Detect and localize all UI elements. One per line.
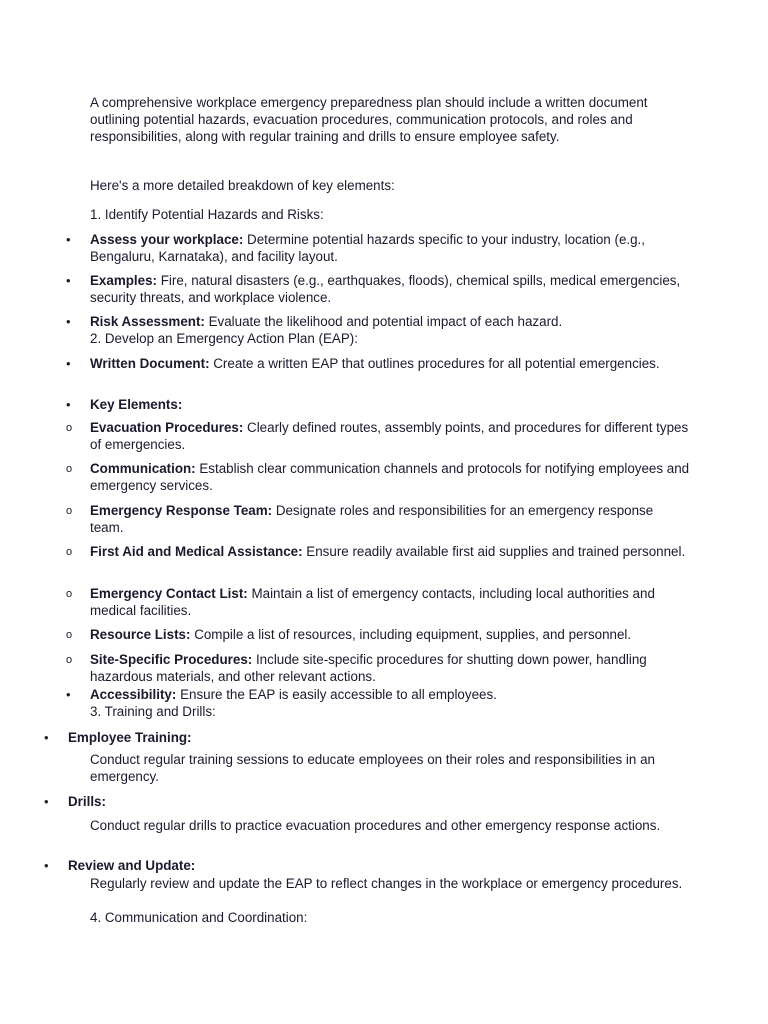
item-text: Compile a list of resources, including equipment, supplies, and personnel. — [190, 627, 632, 642]
list-item — [90, 231, 690, 265]
section-1-heading: 1. Identify Potential Hazards and Risks: — [90, 207, 324, 222]
item-label: Communication: — [90, 461, 196, 476]
list-item — [90, 313, 690, 330]
item-text: Determine potential hazards specific to your industry, location (e.g., Bengaluru, Karnataka), and facility layout. — [90, 232, 645, 264]
list-item-description: Conduct regular training sessions to educate employees on their roles and responsibilities in an emergency. — [90, 752, 655, 784]
sub-list-item — [90, 585, 690, 619]
item-label: Emergency Contact List: — [90, 586, 248, 601]
item-label: Accessibility: — [90, 687, 177, 702]
bullet-circle: o — [66, 546, 73, 558]
intro-paragraph: A comprehensive workplace emergency preparedness plan should include a written document outlining potential hazards, evacuation procedures, communication protocols, and roles and responsibilities, along with regular training and drills to ensure employee safety. — [90, 95, 648, 144]
sub-list-item — [90, 460, 690, 494]
list-item — [90, 396, 690, 413]
item-text: Designate roles and responsibilities for an emergency response team. — [90, 503, 654, 535]
section-3-heading: 3. Training and Drills: — [90, 704, 216, 719]
item-label: Emergency Response Team: — [90, 503, 273, 518]
sub-list-item — [90, 419, 690, 453]
list-item-label: Review and Update: — [68, 858, 196, 873]
item-label: Resource Lists: — [90, 627, 191, 642]
bullet-dot: • — [66, 314, 71, 329]
item-label: Key Elements: — [90, 397, 183, 412]
section-2-heading: 2. Develop an Emergency Action Plan (EAP): — [90, 331, 358, 346]
list-item-description: Regularly review and update the EAP to reflect changes in the workplace or emergency procedures. — [90, 876, 683, 891]
list-item-label: Drills: — [68, 794, 106, 809]
item-label: First Aid and Medical Assistance: — [90, 544, 303, 559]
item-text: Include site-specific procedures for shutting down power, handling hazardous materials, and other relevant actions. — [90, 652, 647, 684]
bullet-dot: • — [66, 687, 71, 702]
item-label: Examples: — [90, 273, 157, 288]
bullet-dot: • — [44, 858, 49, 873]
bullet-circle: o — [66, 463, 73, 475]
item-label: Evacuation Procedures: — [90, 420, 244, 435]
bullet-circle: o — [66, 505, 73, 517]
bullet-dot: • — [44, 794, 49, 809]
bullet-dot: • — [66, 397, 71, 412]
bullet-dot: • — [66, 273, 71, 288]
item-label: Risk Assessment: — [90, 314, 205, 329]
item-text: Establish clear communication channels and protocols for notifying employees and emergency services. — [90, 461, 690, 493]
bullet-circle: o — [66, 588, 73, 600]
item-label: Site-Specific Procedures: — [90, 652, 253, 667]
list-item — [90, 272, 690, 306]
list-item-description: Conduct regular drills to practice evacuation procedures and other emergency response actions. — [90, 818, 661, 833]
item-label: Written Document: — [90, 356, 210, 371]
sub-list-item — [90, 651, 690, 685]
section-4-heading: 4. Communication and Coordination: — [90, 910, 308, 925]
bullet-circle: o — [66, 654, 73, 666]
bullet-circle: o — [66, 422, 73, 434]
sub-list-item — [90, 543, 690, 560]
item-text: Ensure readily available first aid supplies and trained personnel. — [302, 544, 686, 559]
sub-list-item — [90, 626, 690, 643]
bullet-dot: • — [66, 232, 71, 247]
item-text: Clearly defined routes, assembly points, and procedures for different types of emergencies. — [90, 420, 689, 452]
item-label: Assess your workplace: — [90, 232, 244, 247]
item-text: Ensure the EAP is easily accessible to all employees. — [176, 687, 497, 702]
list-item — [90, 355, 690, 372]
list-item — [90, 686, 690, 703]
list-item-label: Employee Training: — [68, 730, 192, 745]
item-text: Create a written EAP that outlines procedures for all potential emergencies. — [209, 356, 660, 371]
sub-list-item — [90, 502, 690, 536]
item-text: Maintain a list of emergency contacts, including local authorities and medical facilities. — [90, 586, 655, 618]
item-text: Evaluate the likelihood and potential impact of each hazard. — [204, 314, 563, 329]
breakdown-heading: Here's a more detailed breakdown of key elements: — [90, 178, 395, 193]
bullet-dot: • — [66, 356, 71, 371]
bullet-dot: • — [44, 730, 49, 745]
bullet-circle: o — [66, 629, 73, 641]
item-text: Fire, natural disasters (e.g., earthquakes, floods), chemical spills, medical emergencies, security threats, and workplace violence. — [90, 273, 681, 305]
